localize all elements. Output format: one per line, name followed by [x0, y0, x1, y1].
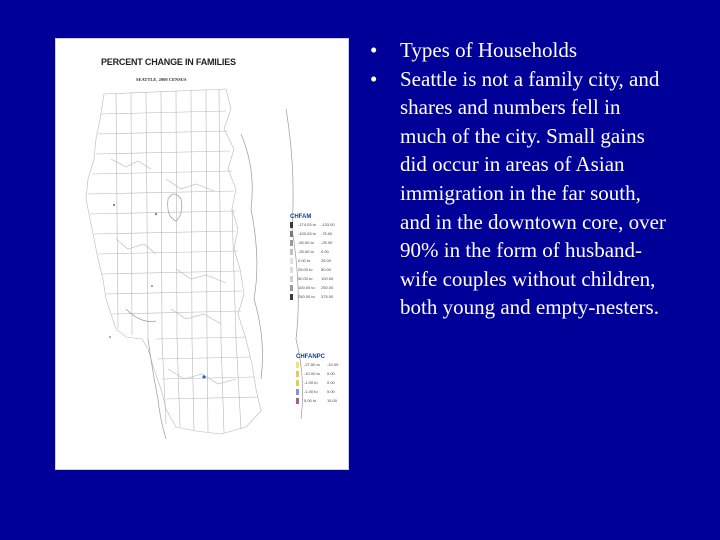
- lake-washington-shore: [241, 134, 262, 379]
- legend-high-value: 0.00: [327, 371, 335, 376]
- map-marker: [202, 375, 205, 378]
- legend-high-value: 0.00: [327, 380, 335, 385]
- legend-high-value: -133.00: [321, 222, 335, 227]
- legend-high-value: -10.00: [327, 362, 339, 367]
- legend-rows: [290, 220, 335, 301]
- bullet-text: Seattle is not a family city, and shares and numbers fell in much of the city. Small gains did occur in areas of Asian immigration in the far south, and in the downtown core, over 90% in the form of husband-wife couples without children, both young and empty-nesters.: [400, 66, 666, 320]
- legend-low-value: -27.50 to: [304, 362, 320, 367]
- legend-high-value: 375.00: [321, 294, 334, 299]
- legend-rows: [296, 360, 338, 405]
- legend-low-value: -25.00 to: [298, 249, 314, 254]
- legend-swatch: [296, 398, 299, 404]
- legend-row: [296, 396, 338, 405]
- bullet-dot: •: [370, 66, 378, 91]
- legend-high-value: 25.00: [321, 258, 332, 263]
- legend-swatch: [290, 249, 293, 255]
- legend-swatch: [290, 276, 293, 282]
- legend-high-value: -25.00: [321, 240, 333, 245]
- map-marker: [109, 336, 111, 338]
- legend-high-value: -75.00: [321, 231, 333, 236]
- elliott-bay: [126, 309, 156, 322]
- legend-swatch: [290, 285, 293, 291]
- legend-high-value: 15.00: [327, 398, 338, 403]
- legend-swatch: [290, 240, 293, 246]
- city-boundary: [86, 89, 261, 434]
- map-marker: [113, 204, 115, 206]
- map-subtitle: SEATTLE, 2000 CENSUS: [136, 77, 187, 82]
- census-map-figure: [55, 38, 349, 470]
- legend-low-value: -50.00 to: [298, 240, 314, 245]
- legend-swatch: [290, 222, 293, 228]
- legend-low-value: 0.00 to: [298, 258, 311, 263]
- legend-title: CHFANPC: [296, 354, 326, 360]
- legend-swatch: [290, 231, 293, 237]
- bullet-list: [370, 36, 670, 322]
- legend-chfanpc: [296, 354, 338, 405]
- legend-swatch: [296, 389, 299, 395]
- legend-high-value: 5.00: [327, 389, 335, 394]
- map-marker: [151, 285, 153, 287]
- legend-low-value: 50.00 to: [298, 276, 313, 281]
- legend-low-value: -174.03 to: [298, 222, 317, 227]
- legend-row: [290, 220, 335, 229]
- legend-row: [290, 292, 335, 301]
- legend-row: [290, 247, 335, 256]
- legend-row: [290, 238, 335, 247]
- legend-row: [290, 283, 335, 292]
- legend-swatch: [290, 267, 293, 273]
- legend-swatch: [296, 371, 299, 377]
- legend-row: [290, 274, 335, 283]
- legend-row: [296, 369, 338, 378]
- bullet-text: Types of Households: [400, 38, 578, 62]
- legend-low-value: 250.00 to: [298, 294, 315, 299]
- bullet-item: [370, 65, 670, 322]
- legend-low-value: 5.00 to: [304, 398, 317, 403]
- legend-swatch: [290, 294, 293, 300]
- legend-low-value: 25.00 to: [298, 267, 313, 272]
- legend-low-value: -1.00 to: [304, 389, 318, 394]
- duwamish: [148, 339, 166, 439]
- legend-title: CHFAM: [290, 214, 312, 220]
- lake-union: [168, 194, 182, 221]
- bullet-dot: •: [370, 38, 378, 62]
- legend-low-value: -10.00 to: [304, 371, 320, 376]
- legend-row: [290, 229, 335, 238]
- map-title: PERCENT CHANGE IN FAMILIES: [101, 57, 236, 67]
- legend-low-value: 100.00 to: [298, 285, 315, 290]
- legend-high-value: 100.00: [321, 276, 334, 281]
- legend-chfam: [290, 214, 335, 301]
- legend-high-value: 250.00: [321, 285, 334, 290]
- legend-row: [296, 387, 338, 396]
- legend-low-value: -1.00 to: [304, 380, 318, 385]
- legend-swatch: [296, 380, 299, 386]
- legend-row: [296, 360, 338, 369]
- legend-high-value: 50.00: [321, 267, 332, 272]
- bullet-item: [370, 36, 670, 65]
- legend-swatch: [290, 258, 293, 264]
- legend-high-value: 0.00: [321, 249, 329, 254]
- legend-low-value: -100.03 to: [298, 231, 317, 236]
- map-marker: [155, 213, 157, 215]
- legend-row: [290, 256, 335, 265]
- legend-row: [296, 378, 338, 387]
- legend-swatch: [296, 362, 299, 368]
- legend-row: [290, 265, 335, 274]
